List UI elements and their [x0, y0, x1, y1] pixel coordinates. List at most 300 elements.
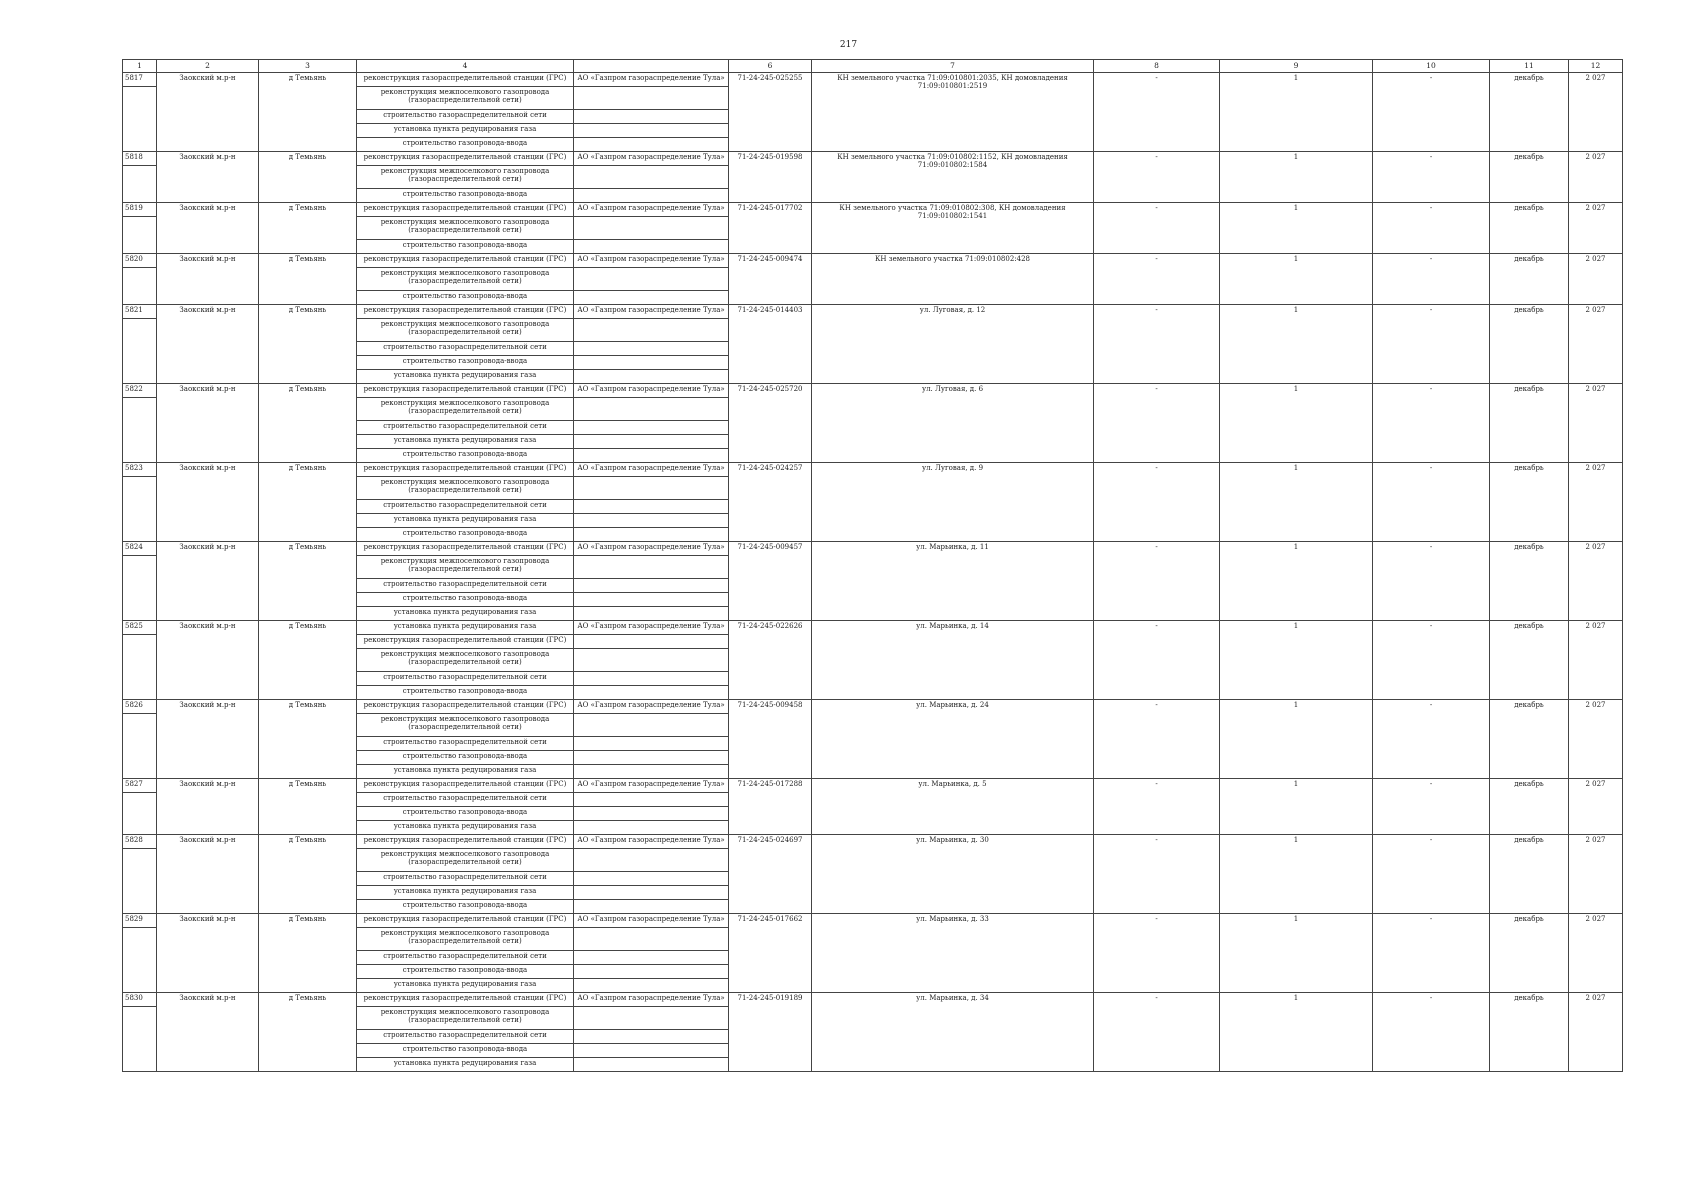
organization-blank-cell [574, 649, 729, 672]
month-cell: декабрь [1490, 203, 1569, 254]
column-header: 10 [1373, 60, 1490, 73]
work-type-cell: строительство газопровода-ввода [357, 291, 574, 305]
organization-blank-cell [574, 514, 729, 528]
work-type-cell: реконструкция межпоселкового газопровода (газораспределительной сети) [357, 319, 574, 342]
record-number: 5818 [123, 152, 157, 166]
month-cell: декабрь [1490, 542, 1569, 621]
col9-cell: 1 [1220, 384, 1373, 463]
settlement-cell: д Темьянь [259, 779, 357, 835]
month-cell: декабрь [1490, 700, 1569, 779]
column-header: 11 [1490, 60, 1569, 73]
organization-cell: АО «Газпром газораспределение Тула» [574, 384, 729, 398]
table-row [123, 700, 1623, 714]
district-cell: Заокский м.р-н [157, 384, 259, 463]
address-cell: ул. Марьинка, д. 11 [812, 542, 1094, 621]
number-blank-cell [123, 166, 157, 203]
work-type-cell: строительство газораспределительной сети [357, 672, 574, 686]
work-type-cell: установка пункта редуцирования газа [357, 370, 574, 384]
organization-blank-cell [574, 928, 729, 951]
work-type-cell: строительство газораспределительной сети [357, 793, 574, 807]
district-cell: Заокский м.р-н [157, 305, 259, 384]
organization-cell: АО «Газпром газораспределение Тула» [574, 73, 729, 87]
work-type-cell: реконструкция межпоселкового газопровода (газораспределительной сети) [357, 268, 574, 291]
district-cell: Заокский м.р-н [157, 779, 259, 835]
month-cell: декабрь [1490, 463, 1569, 542]
record-number: 5819 [123, 203, 157, 217]
col8-cell: - [1094, 914, 1220, 993]
table-row [123, 203, 1623, 217]
work-type-cell: установка пункта редуцирования газа [357, 979, 574, 993]
record-number: 5822 [123, 384, 157, 398]
month-cell: декабрь [1490, 73, 1569, 152]
organization-blank-cell [574, 793, 729, 807]
record-number: 5821 [123, 305, 157, 319]
col10-cell: - [1373, 73, 1490, 152]
col9-cell: 1 [1220, 993, 1373, 1072]
organization-blank-cell [574, 593, 729, 607]
work-type-cell: реконструкция межпоселкового газопровода (газораспределительной сети) [357, 477, 574, 500]
year-cell: 2 027 [1569, 835, 1623, 914]
table-row [123, 73, 1623, 87]
column-header: 4 [357, 60, 574, 73]
work-type-cell: установка пункта редуцирования газа [357, 607, 574, 621]
work-type-cell: установка пункта редуцирования газа [357, 514, 574, 528]
work-type-cell: строительство газопровода-ввода [357, 900, 574, 914]
organization-cell: АО «Газпром газораспределение Тула» [574, 463, 729, 477]
address-cell: ул. Марьинка, д. 33 [812, 914, 1094, 993]
col9-cell: 1 [1220, 305, 1373, 384]
settlement-cell: д Темьянь [259, 463, 357, 542]
col10-cell: - [1373, 700, 1490, 779]
district-cell: Заокский м.р-н [157, 463, 259, 542]
work-type-cell: строительство газораспределительной сети [357, 737, 574, 751]
work-type-cell: реконструкция газораспределительной станции (ГРС) [357, 203, 574, 217]
object-code-cell: 71-24-245-014403 [729, 305, 812, 384]
month-cell: декабрь [1490, 152, 1569, 203]
col9-cell: 1 [1220, 914, 1373, 993]
col9-cell: 1 [1220, 621, 1373, 700]
work-type-cell: реконструкция межпоселкового газопровода (газораспределительной сети) [357, 87, 574, 110]
work-type-cell: реконструкция газораспределительной станции (ГРС) [357, 463, 574, 477]
organization-blank-cell [574, 672, 729, 686]
table-row [123, 384, 1623, 398]
work-type-cell: строительство газораспределительной сети [357, 421, 574, 435]
month-cell: декабрь [1490, 835, 1569, 914]
column-header: 1 [123, 60, 157, 73]
table-body [123, 60, 1623, 1072]
district-cell: Заокский м.р-н [157, 203, 259, 254]
work-type-cell: реконструкция газораспределительной станции (ГРС) [357, 254, 574, 268]
organization-blank-cell [574, 556, 729, 579]
work-type-cell: строительство газопровода-ввода [357, 686, 574, 700]
record-number: 5826 [123, 700, 157, 714]
col9-cell: 1 [1220, 152, 1373, 203]
work-type-cell: строительство газопровода-ввода [357, 1044, 574, 1058]
work-type-cell: строительство газопровода-ввода [357, 356, 574, 370]
column-header: 8 [1094, 60, 1220, 73]
work-type-cell: строительство газопровода-ввода [357, 138, 574, 152]
col8-cell: - [1094, 779, 1220, 835]
address-cell: КН земельного участка 71:09:010802:428 [812, 254, 1094, 305]
col10-cell: - [1373, 621, 1490, 700]
work-type-cell: строительство газораспределительной сети [357, 500, 574, 514]
address-cell: ул. Марьинка, д. 30 [812, 835, 1094, 914]
organization-blank-cell [574, 87, 729, 110]
work-type-cell: реконструкция газораспределительной станции (ГРС) [357, 542, 574, 556]
work-type-cell: строительство газопровода-ввода [357, 751, 574, 765]
month-cell: декабрь [1490, 914, 1569, 993]
record-number: 5830 [123, 993, 157, 1007]
organization-blank-cell [574, 900, 729, 914]
table-row [123, 621, 1623, 635]
year-cell: 2 027 [1569, 463, 1623, 542]
organization-blank-cell [574, 686, 729, 700]
work-type-cell: реконструкция газораспределительной станции (ГРС) [357, 635, 574, 649]
work-type-cell: строительство газопровода-ввода [357, 449, 574, 463]
organization-blank-cell [574, 124, 729, 138]
table-row [123, 914, 1623, 928]
organization-cell: АО «Газпром газораспределение Тула» [574, 914, 729, 928]
col10-cell: - [1373, 254, 1490, 305]
object-code-cell: 71-24-245-022626 [729, 621, 812, 700]
organization-blank-cell [574, 821, 729, 835]
district-cell: Заокский м.р-н [157, 152, 259, 203]
year-cell: 2 027 [1569, 73, 1623, 152]
number-blank-cell [123, 477, 157, 542]
district-cell: Заокский м.р-н [157, 254, 259, 305]
organization-blank-cell [574, 356, 729, 370]
object-code-cell: 71-24-245-024697 [729, 835, 812, 914]
district-cell: Заокский м.р-н [157, 542, 259, 621]
district-cell: Заокский м.р-н [157, 835, 259, 914]
organization-blank-cell [574, 528, 729, 542]
settlement-cell: д Темьянь [259, 152, 357, 203]
col8-cell: - [1094, 993, 1220, 1072]
work-type-cell: реконструкция газораспределительной станции (ГРС) [357, 73, 574, 87]
work-type-cell: строительство газораспределительной сети [357, 342, 574, 356]
header-row [123, 60, 1623, 73]
table-row [123, 305, 1623, 319]
organization-cell: АО «Газпром газораспределение Тула» [574, 779, 729, 793]
organization-blank-cell [574, 166, 729, 189]
settlement-cell: д Темьянь [259, 993, 357, 1072]
object-code-cell: 71-24-245-025255 [729, 73, 812, 152]
work-type-cell: установка пункта редуцирования газа [357, 621, 574, 635]
address-cell: КН земельного участка 71:09:010801:2035, КН домовладения 71:09:010801:2519 [812, 73, 1094, 152]
organization-blank-cell [574, 189, 729, 203]
work-type-cell: реконструкция газораспределительной станции (ГРС) [357, 779, 574, 793]
year-cell: 2 027 [1569, 993, 1623, 1072]
number-blank-cell [123, 849, 157, 914]
work-type-cell: реконструкция газораспределительной станции (ГРС) [357, 152, 574, 166]
work-type-cell: реконструкция газораспределительной станции (ГРС) [357, 700, 574, 714]
year-cell: 2 027 [1569, 203, 1623, 254]
work-type-cell: строительство газораспределительной сети [357, 1030, 574, 1044]
district-cell: Заокский м.р-н [157, 700, 259, 779]
col8-cell: - [1094, 700, 1220, 779]
organization-cell: АО «Газпром газораспределение Тула» [574, 700, 729, 714]
col8-cell: - [1094, 305, 1220, 384]
col9-cell: 1 [1220, 203, 1373, 254]
work-type-cell: установка пункта редуцирования газа [357, 435, 574, 449]
work-type-cell: строительство газораспределительной сети [357, 579, 574, 593]
object-code-cell: 71-24-245-009458 [729, 700, 812, 779]
work-type-cell: реконструкция межпоселкового газопровода (газораспределительной сети) [357, 1007, 574, 1030]
month-cell: декабрь [1490, 621, 1569, 700]
work-type-cell: строительство газораспределительной сети [357, 951, 574, 965]
number-blank-cell [123, 319, 157, 384]
settlement-cell: д Темьянь [259, 700, 357, 779]
address-cell: ул. Марьинка, д. 24 [812, 700, 1094, 779]
number-blank-cell [123, 928, 157, 993]
col9-cell: 1 [1220, 73, 1373, 152]
col10-cell: - [1373, 203, 1490, 254]
year-cell: 2 027 [1569, 621, 1623, 700]
col9-cell: 1 [1220, 463, 1373, 542]
work-type-cell: реконструкция межпоселкового газопровода (газораспределительной сети) [357, 217, 574, 240]
organization-blank-cell [574, 635, 729, 649]
organization-cell: АО «Газпром газораспределение Тула» [574, 542, 729, 556]
col8-cell: - [1094, 542, 1220, 621]
number-blank-cell [123, 635, 157, 700]
organization-blank-cell [574, 737, 729, 751]
address-cell: ул. Луговая, д. 9 [812, 463, 1094, 542]
col9-cell: 1 [1220, 254, 1373, 305]
column-header: 7 [812, 60, 1094, 73]
district-cell: Заокский м.р-н [157, 621, 259, 700]
organization-blank-cell [574, 435, 729, 449]
organization-cell: АО «Газпром газораспределение Тула» [574, 203, 729, 217]
number-blank-cell [123, 217, 157, 254]
work-type-cell: строительство газораспределительной сети [357, 110, 574, 124]
col8-cell: - [1094, 384, 1220, 463]
record-number: 5827 [123, 779, 157, 793]
organization-blank-cell [574, 449, 729, 463]
col8-cell: - [1094, 152, 1220, 203]
organization-blank-cell [574, 714, 729, 737]
work-type-cell: реконструкция газораспределительной станции (ГРС) [357, 914, 574, 928]
col8-cell: - [1094, 254, 1220, 305]
year-cell: 2 027 [1569, 254, 1623, 305]
col10-cell: - [1373, 914, 1490, 993]
column-header: 12 [1569, 60, 1623, 73]
organization-blank-cell [574, 579, 729, 593]
object-code-cell: 71-24-245-017702 [729, 203, 812, 254]
record-number: 5825 [123, 621, 157, 635]
work-type-cell: установка пункта редуцирования газа [357, 1058, 574, 1072]
column-header: 9 [1220, 60, 1373, 73]
work-type-cell: установка пункта редуцирования газа [357, 765, 574, 779]
month-cell: декабрь [1490, 993, 1569, 1072]
column-header: 6 [729, 60, 812, 73]
organization-blank-cell [574, 807, 729, 821]
table-row [123, 254, 1623, 268]
column-header: 3 [259, 60, 357, 73]
work-type-cell: строительство газопровода-ввода [357, 189, 574, 203]
district-cell: Заокский м.р-н [157, 73, 259, 152]
year-cell: 2 027 [1569, 384, 1623, 463]
col8-cell: - [1094, 203, 1220, 254]
month-cell: декабрь [1490, 254, 1569, 305]
address-cell: ул. Марьинка, д. 5 [812, 779, 1094, 835]
work-type-cell: строительство газораспределительной сети [357, 872, 574, 886]
work-type-cell: реконструкция межпоселкового газопровода (газораспределительной сети) [357, 714, 574, 737]
organization-blank-cell [574, 342, 729, 356]
object-code-cell: 71-24-245-019598 [729, 152, 812, 203]
col8-cell: - [1094, 621, 1220, 700]
year-cell: 2 027 [1569, 152, 1623, 203]
column-header [574, 60, 729, 73]
col8-cell: - [1094, 835, 1220, 914]
record-number: 5828 [123, 835, 157, 849]
address-cell: ул. Луговая, д. 12 [812, 305, 1094, 384]
settlement-cell: д Темьянь [259, 203, 357, 254]
table-row [123, 779, 1623, 793]
work-type-cell: реконструкция межпоселкового газопровода (газораспределительной сети) [357, 849, 574, 872]
column-header: 2 [157, 60, 259, 73]
work-type-cell: установка пункта редуцирования газа [357, 821, 574, 835]
settlement-cell: д Темьянь [259, 73, 357, 152]
organization-blank-cell [574, 849, 729, 872]
number-blank-cell [123, 556, 157, 621]
col9-cell: 1 [1220, 700, 1373, 779]
organization-blank-cell [574, 240, 729, 254]
work-type-cell: реконструкция межпоселкового газопровода (газораспределительной сети) [357, 928, 574, 951]
work-type-cell: строительство газопровода-ввода [357, 528, 574, 542]
object-code-cell: 71-24-245-017662 [729, 914, 812, 993]
record-number: 5817 [123, 73, 157, 87]
organization-blank-cell [574, 1030, 729, 1044]
organization-blank-cell [574, 110, 729, 124]
organization-blank-cell [574, 477, 729, 500]
record-number: 5824 [123, 542, 157, 556]
object-code-cell: 71-24-245-024257 [729, 463, 812, 542]
year-cell: 2 027 [1569, 914, 1623, 993]
organization-blank-cell [574, 421, 729, 435]
col10-cell: - [1373, 463, 1490, 542]
district-cell: Заокский м.р-н [157, 914, 259, 993]
organization-blank-cell [574, 765, 729, 779]
table-row [123, 835, 1623, 849]
month-cell: декабрь [1490, 384, 1569, 463]
organization-blank-cell [574, 1058, 729, 1072]
address-cell: КН земельного участка 71:09:010802:1152, КН домовладения 71:09:010802:1584 [812, 152, 1094, 203]
settlement-cell: д Темьянь [259, 914, 357, 993]
col9-cell: 1 [1220, 835, 1373, 914]
col9-cell: 1 [1220, 779, 1373, 835]
year-cell: 2 027 [1569, 779, 1623, 835]
work-type-cell: строительство газопровода-ввода [357, 965, 574, 979]
work-type-cell: реконструкция газораспределительной станции (ГРС) [357, 835, 574, 849]
organization-blank-cell [574, 607, 729, 621]
work-type-cell: реконструкция газораспределительной станции (ГРС) [357, 993, 574, 1007]
number-blank-cell [123, 87, 157, 152]
organization-cell: АО «Газпром газораспределение Тула» [574, 152, 729, 166]
number-blank-cell [123, 268, 157, 305]
work-type-cell: реконструкция газораспределительной станции (ГРС) [357, 305, 574, 319]
organization-blank-cell [574, 751, 729, 765]
col10-cell: - [1373, 542, 1490, 621]
object-table [122, 59, 1623, 1072]
work-type-cell: реконструкция межпоселкового газопровода (газораспределительной сети) [357, 556, 574, 579]
record-number: 5820 [123, 254, 157, 268]
col10-cell: - [1373, 305, 1490, 384]
organization-blank-cell [574, 1044, 729, 1058]
work-type-cell: установка пункта редуцирования газа [357, 124, 574, 138]
year-cell: 2 027 [1569, 542, 1623, 621]
work-type-cell: установка пункта редуцирования газа [357, 886, 574, 900]
number-blank-cell [123, 714, 157, 779]
record-number: 5823 [123, 463, 157, 477]
col9-cell: 1 [1220, 542, 1373, 621]
work-type-cell: реконструкция межпоселкового газопровода (газораспределительной сети) [357, 649, 574, 672]
number-blank-cell [123, 398, 157, 463]
organization-blank-cell [574, 268, 729, 291]
work-type-cell: реконструкция газораспределительной станции (ГРС) [357, 384, 574, 398]
col10-cell: - [1373, 384, 1490, 463]
organization-blank-cell [574, 370, 729, 384]
organization-blank-cell [574, 291, 729, 305]
col8-cell: - [1094, 463, 1220, 542]
district-cell: Заокский м.р-н [157, 993, 259, 1072]
col10-cell: - [1373, 779, 1490, 835]
year-cell: 2 027 [1569, 700, 1623, 779]
col10-cell: - [1373, 835, 1490, 914]
organization-blank-cell [574, 979, 729, 993]
organization-cell: АО «Газпром газораспределение Тула» [574, 993, 729, 1007]
col8-cell: - [1094, 73, 1220, 152]
organization-cell: АО «Газпром газораспределение Тула» [574, 305, 729, 319]
object-code-cell: 71-24-245-025720 [729, 384, 812, 463]
page-number: 217 [839, 40, 858, 50]
settlement-cell: д Темьянь [259, 835, 357, 914]
address-cell: КН земельного участка 71:09:010802:308, КН домовладения 71:09:010802:1541 [812, 203, 1094, 254]
settlement-cell: д Темьянь [259, 305, 357, 384]
number-blank-cell [123, 793, 157, 835]
organization-blank-cell [574, 217, 729, 240]
record-number: 5829 [123, 914, 157, 928]
work-type-cell: реконструкция межпоселкового газопровода (газораспределительной сети) [357, 166, 574, 189]
organization-blank-cell [574, 872, 729, 886]
col10-cell: - [1373, 152, 1490, 203]
object-code-cell: 71-24-245-019189 [729, 993, 812, 1072]
organization-blank-cell [574, 951, 729, 965]
organization-blank-cell [574, 319, 729, 342]
organization-blank-cell [574, 1007, 729, 1030]
work-type-cell: строительство газопровода-ввода [357, 807, 574, 821]
address-cell: ул. Марьинка, д. 14 [812, 621, 1094, 700]
organization-blank-cell [574, 398, 729, 421]
address-cell: ул. Луговая, д. 6 [812, 384, 1094, 463]
organization-blank-cell [574, 886, 729, 900]
object-code-cell: 71-24-245-009457 [729, 542, 812, 621]
work-type-cell: строительство газопровода-ввода [357, 593, 574, 607]
settlement-cell: д Темьянь [259, 542, 357, 621]
organization-cell: АО «Газпром газораспределение Тула» [574, 254, 729, 268]
year-cell: 2 027 [1569, 305, 1623, 384]
month-cell: декабрь [1490, 779, 1569, 835]
settlement-cell: д Темьянь [259, 254, 357, 305]
organization-blank-cell [574, 138, 729, 152]
organization-cell: АО «Газпром газораспределение Тула» [574, 835, 729, 849]
settlement-cell: д Темьянь [259, 621, 357, 700]
address-cell: ул. Марьинка, д. 34 [812, 993, 1094, 1072]
organization-blank-cell [574, 500, 729, 514]
object-code-cell: 71-24-245-009474 [729, 254, 812, 305]
organization-cell: АО «Газпром газораспределение Тула» [574, 621, 729, 635]
table-row [123, 542, 1623, 556]
work-type-cell: строительство газопровода-ввода [357, 240, 574, 254]
